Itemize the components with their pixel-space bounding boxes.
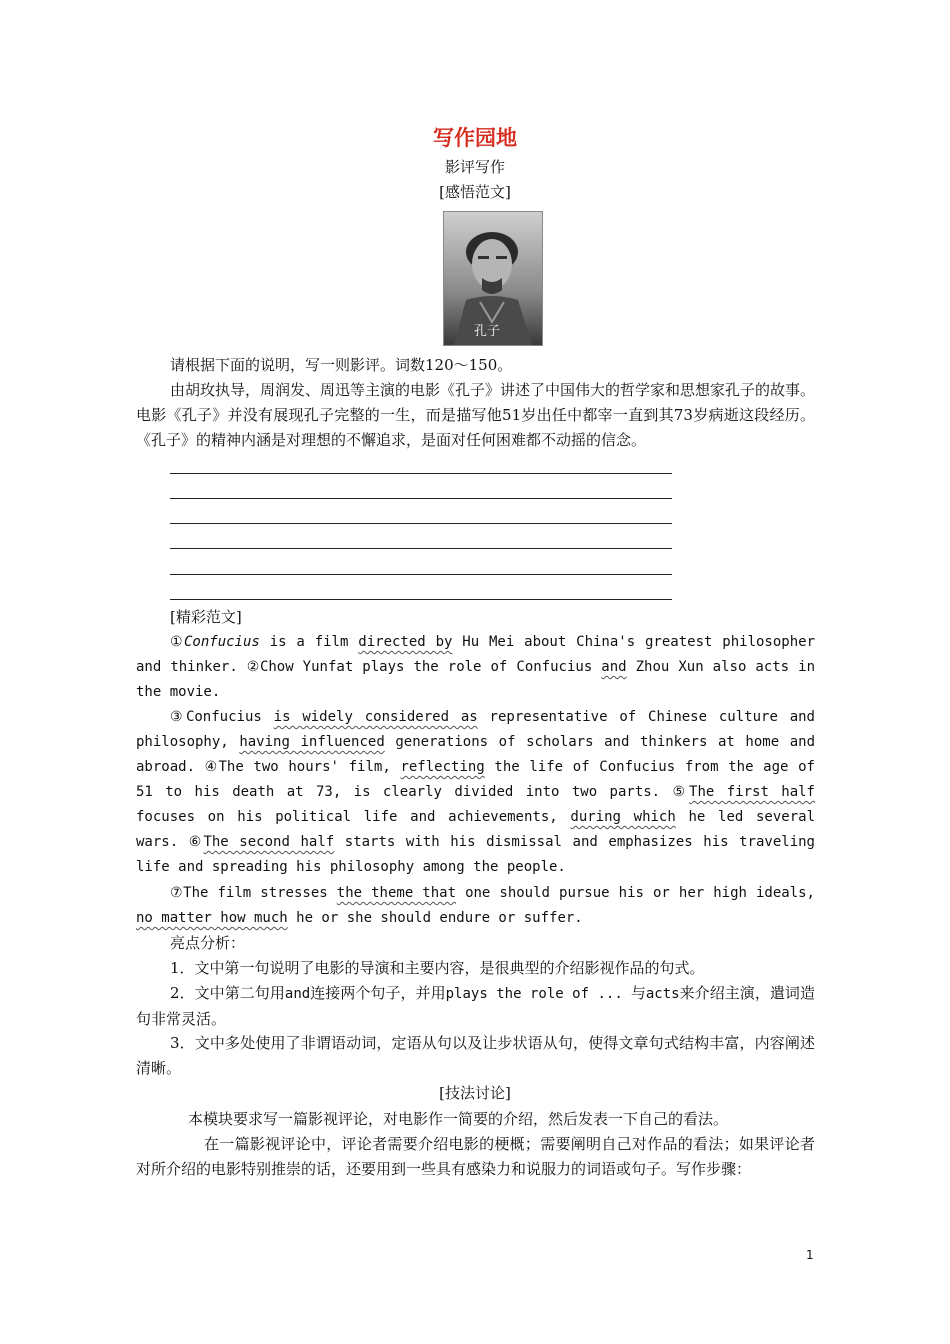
subtitle: 影评写作 [444,158,505,176]
page-number: 1 [806,1248,814,1262]
answer-line [170,473,672,474]
technique-paragraph-2: 在一篇影视评论中，评论者需要介绍电影的梗概；需要阐明自己对作品的看法；如果评论者对所介绍的电影特别推崇的话，还要用到一些具有感染力和说服力的词语或句子。写作步骤： [136,1135,815,1178]
section-heading-jing: [精彩范文] [170,608,242,626]
prompt-description: 由胡玫执导，周润发、周迅等主演的电影《孔子》讲述了中国伟大的哲学家和思想家孔子的故事。电影《孔子》并没有展现孔子完整的一生，而是描写他51岁出任中都宰一直到其73岁病逝这段经历。《孔子》的精神内涵是对理想的不懈追求，是面对任何困难都不动摇的信念。 [136,381,816,449]
answer-line [170,548,672,549]
answer-line [170,574,672,575]
essay-paragraph-2: ③Confucius is widely considered as representative of Chinese culture and philosophy, having influenced generations of scholars and thinkers at home and abroad. ④The two hours' film, reflecting the life of Confucius from the age of 51 to his death at 73, is clearly divided into two parts. ⑤The first half focuses on his political life and achievements, during which he led several wars. ⑥The second half starts with his dismissal and emphasizes his traveling life and spreading his philosophy among the people. [136,709,815,875]
section-heading-gan: [感悟范文] [439,183,511,201]
answer-line [170,599,672,600]
movie-poster-image [443,211,543,346]
poster-logo: 孔子 [474,324,501,339]
analysis-item-3: 3．文中多处使用了非谓语动词，定语从句以及让步状语从句，使得文章句式结构丰富，内容阐述清晰。 [136,1034,815,1077]
answer-line [170,523,672,524]
essay-paragraph-1: ①Confucius is a film directed by Hu Mei about China's greatest philosopher and thinker. ②Chow Yunfat plays the role of Confucius and Zhou Xun also acts in the movie. [136,634,816,700]
answer-line [170,498,672,499]
analysis-item-2: 2．文中第二句用and连接两个句子，并用plays the role of ... 与acts来介绍主演，遣词造句非常灵活。 [136,984,815,1028]
analysis-item-1: 1．文中第一句说明了电影的导演和主要内容，是很典型的介绍影视作品的句式。 [170,959,705,977]
essay-paragraph-3: ⑦The film stresses the theme that one should pursue his or her high ideals, no matter how much he or she should endure or suffer. [136,885,815,926]
analysis-heading: 亮点分析： [170,934,246,952]
page-title: 写作园地 [433,126,517,150]
technique-paragraph-1: 本模块要求写一篇影视评论，对电影作一简要的介绍，然后发表一下自己的看法。 [188,1110,729,1128]
section-heading-ji: [技法讨论] [439,1084,511,1102]
prompt-instruction: 请根据下面的说明，写一则影评。词数120～150。 [170,356,513,374]
